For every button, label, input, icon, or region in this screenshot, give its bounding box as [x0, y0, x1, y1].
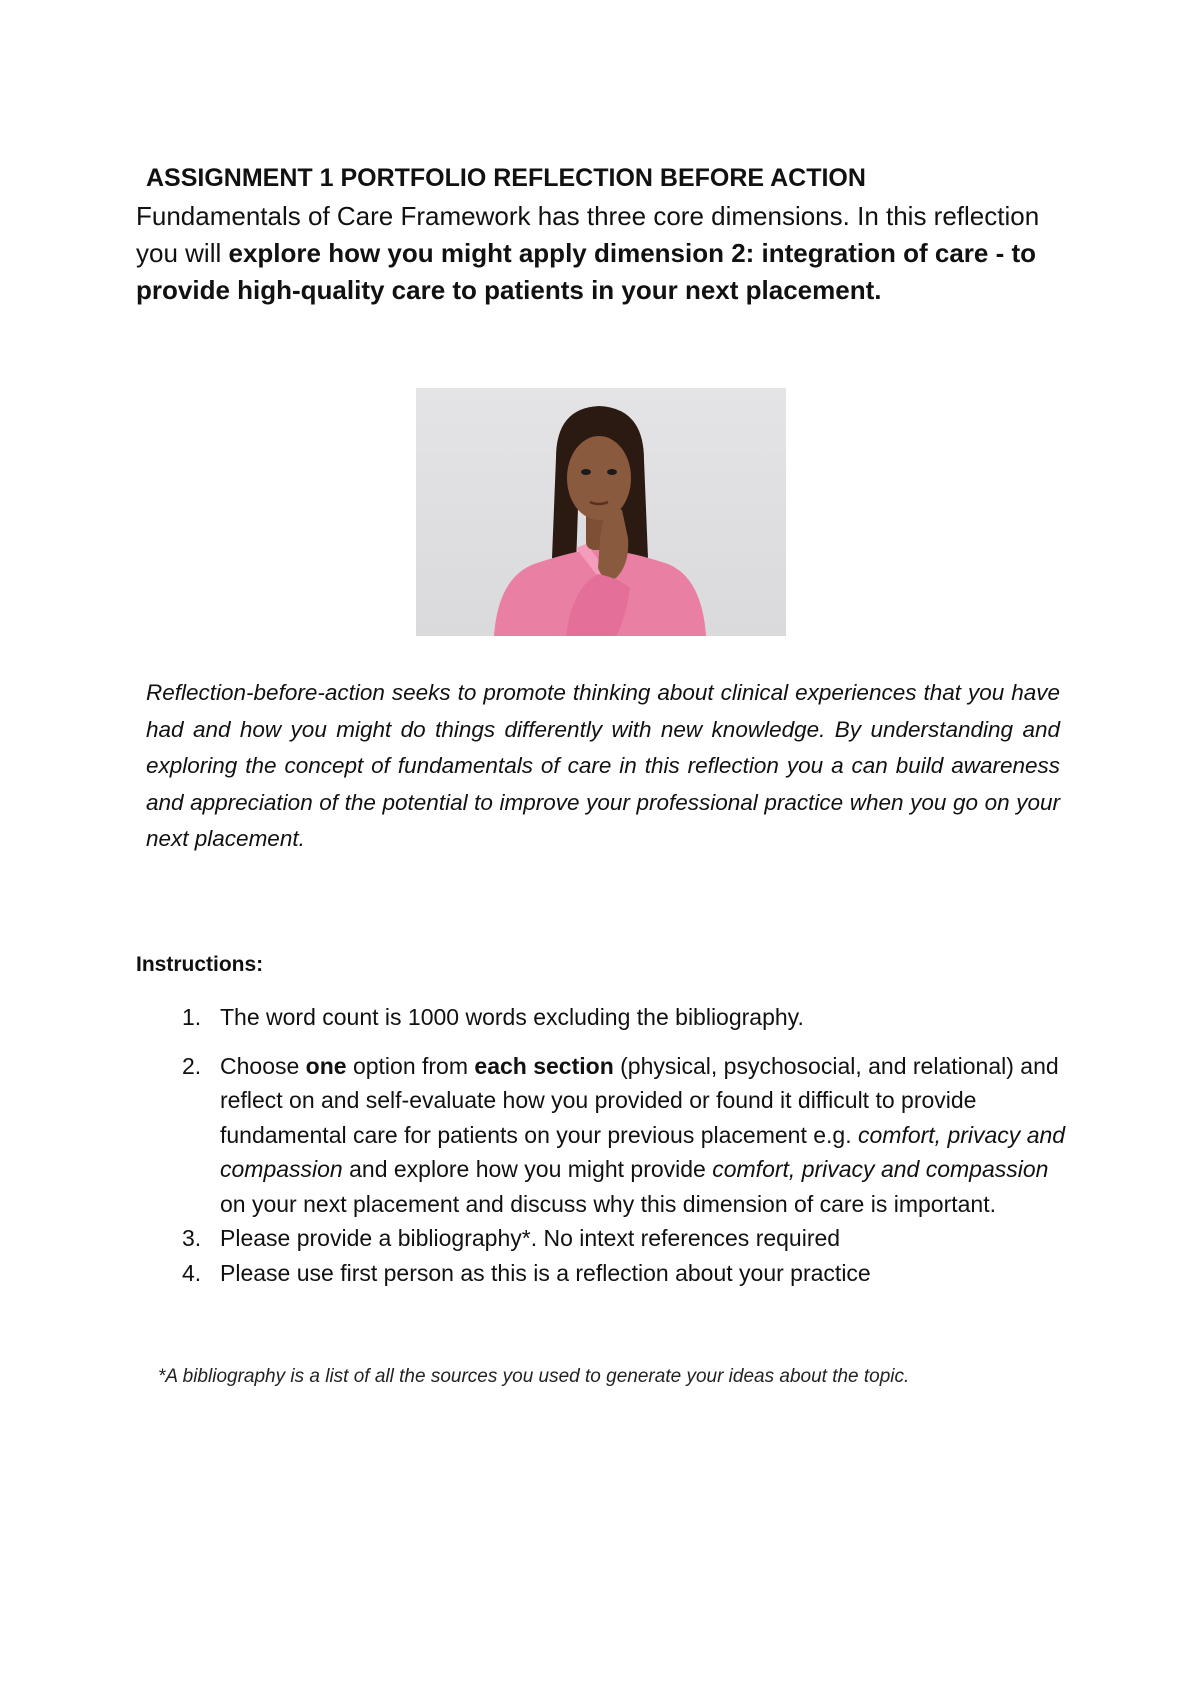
- instruction-text: Please use first person as this is a reflection about your practice: [220, 1259, 871, 1286]
- instruction-text-part: option from: [346, 1052, 475, 1079]
- reflection-quote: Reflection-before-action seeks to promote thinking about clinical experiences that you have had and how you might do things differently with new knowledge. By understanding and exploring the concept of fundamentals of care in this reflection you a can build awareness and appreciation of the potential to improve your professional practice when you go on your next placement.: [146, 680, 1060, 852]
- instruction-emphasis: each section: [474, 1052, 614, 1079]
- intro-paragraph: [136, 198, 1066, 309]
- instruction-text: Please provide a bibliography*. No intext references required: [220, 1225, 841, 1251]
- intro-text: Fundamentals of Care Framework has three core dimensions. In this reflection you will: [136, 201, 1040, 268]
- instruction-text-part: Choose: [220, 1052, 306, 1079]
- intro-emphasis: explore how you might apply dimension 2: integration of care - to provide high-quality care to patients in your next placement.: [136, 238, 1037, 305]
- instruction-text: The word count is 1000 words excluding the bibliography.: [220, 1004, 804, 1030]
- instruction-item: [136, 1049, 1066, 1222]
- thinking-woman-illustration: [416, 388, 786, 636]
- instruction-item: [136, 1256, 1066, 1291]
- instruction-item: [136, 1221, 1066, 1256]
- thinking-woman-photo: [416, 388, 786, 636]
- instruction-italic: comfort, privacy and compassion: [712, 1156, 1049, 1182]
- instruction-text: [220, 1053, 1065, 1217]
- assignment-title: ASSIGNMENT 1 PORTFOLIO REFLECTION BEFORE ACTION: [146, 164, 866, 192]
- instruction-number: 1.: [182, 1004, 202, 1030]
- bibliography-footnote: *A bibliography is a list of all the sources you used to generate your ideas about the topic.: [158, 1366, 910, 1387]
- instruction-italic: comfort, privacy and compassion: [220, 1121, 1066, 1182]
- instruction-item: [136, 1000, 1066, 1035]
- instruction-text-part: on your next placement and discuss why this dimension of care is important.: [220, 1190, 996, 1217]
- instructions-heading: Instructions:: [136, 953, 264, 976]
- instruction-text-part: (physical, psychosocial, and relational) and reflect on and self-evaluate how you provided or found it difficult to provide fundamental care for patients on your previous placement e.g.: [220, 1052, 1059, 1148]
- instruction-number: 2.: [182, 1052, 202, 1079]
- instruction-number: 4.: [182, 1259, 202, 1286]
- instruction-emphasis: one: [305, 1052, 347, 1079]
- instruction-number: 3.: [182, 1225, 202, 1251]
- instruction-text-part: and explore how you might provide: [342, 1156, 713, 1182]
- instructions-list: [136, 1000, 1066, 1290]
